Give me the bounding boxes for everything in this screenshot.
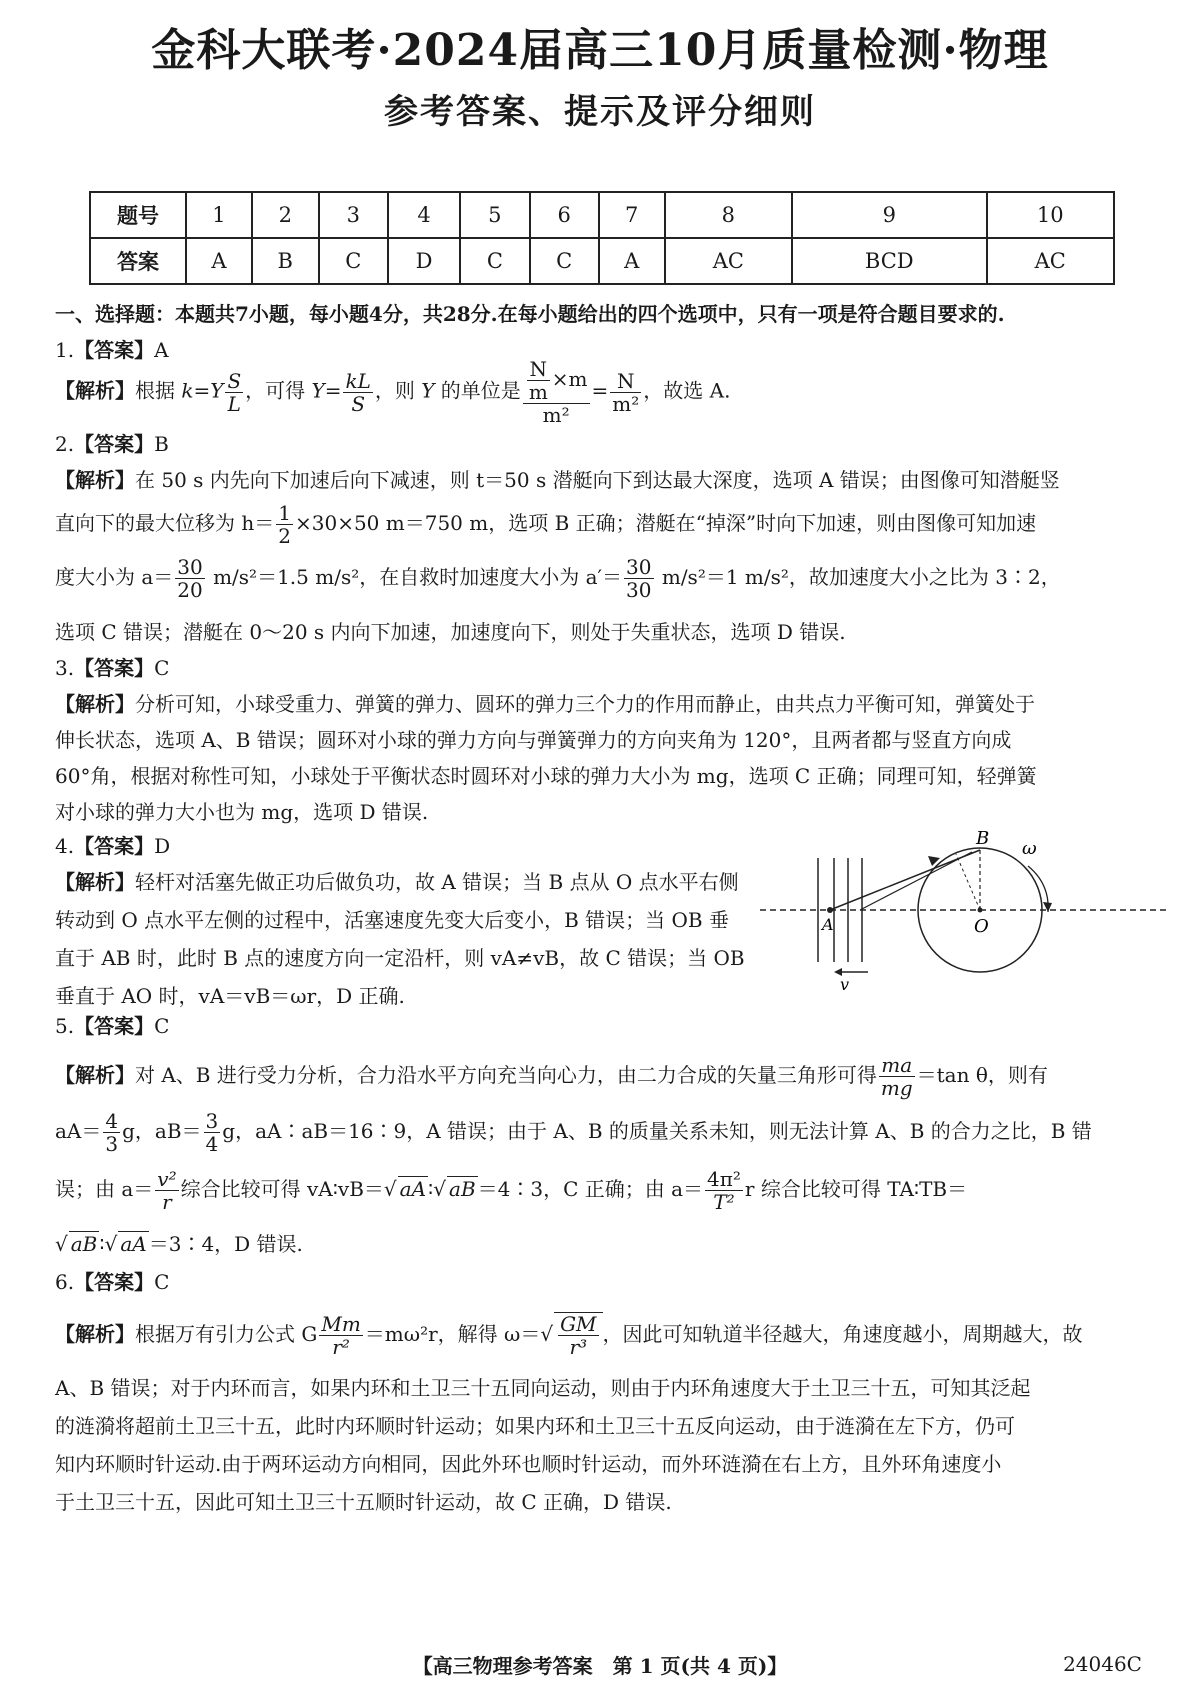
text: ，故选 A. xyxy=(643,378,731,403)
numerator: S xyxy=(227,368,242,393)
analysis-line xyxy=(55,358,730,426)
analysis-line xyxy=(55,464,1060,493)
denominator: 4 xyxy=(205,1132,219,1156)
question-number-cell: 7 xyxy=(599,192,665,238)
answer-value: C xyxy=(154,656,170,680)
text: 直向下的最大位移为 h＝ xyxy=(55,511,275,535)
row-label-answer: 答案 xyxy=(90,238,186,284)
answer-value: B xyxy=(154,432,169,456)
denominator: L xyxy=(227,391,241,416)
denominator: m² xyxy=(542,403,570,427)
fraction xyxy=(319,1313,362,1358)
question-number: 2. xyxy=(55,432,75,456)
piston-crank-figure xyxy=(760,828,1170,994)
question-number-row xyxy=(90,192,1114,238)
question-number-cell: 5 xyxy=(460,192,529,238)
fraction xyxy=(558,1313,598,1358)
numerator: 4π² xyxy=(707,1167,741,1191)
answer-line xyxy=(55,1010,169,1039)
text: = xyxy=(591,378,609,403)
answer-cell: C xyxy=(319,238,388,284)
question-number-cell: 8 xyxy=(665,192,792,238)
analysis-label: 【解析】 xyxy=(55,1322,135,1346)
analysis-line xyxy=(55,556,1061,601)
text: ∶ xyxy=(99,1232,105,1256)
text: 知内环顺时针运动.由于两环运动方向相同，因此外环也顺时针运动，而外环涟漪在右上方，且外环角速度小 xyxy=(55,1452,1002,1476)
fraction xyxy=(175,556,204,601)
text: m/s²＝1.5 m/s²，在自救时加速度大小为 a′＝ xyxy=(206,565,623,589)
page-title: 金科大联考·2024届高三10月质量检测·物理 xyxy=(151,25,1049,76)
numerator: Mm xyxy=(321,1312,361,1336)
text: 轻杆对活塞先做正功后做负功，故 A 错误；当 B 点从 O 点水平右侧 xyxy=(135,870,739,894)
text: g，aB＝ xyxy=(122,1119,202,1143)
text: ×30×50 m＝750 m，选项 B 正确；潜艇在“掉深”时向下加速，则由图像可知加速 xyxy=(294,511,1037,535)
answer-label: 【答案】 xyxy=(74,432,155,456)
inner-fraction xyxy=(527,358,550,403)
label-v: v xyxy=(840,975,850,994)
answer-label: 【答案】 xyxy=(74,1014,155,1038)
sqrt: aB xyxy=(449,1177,476,1201)
text: 垂直于 AO 时，vA＝vB＝ωr，D 正确. xyxy=(55,984,405,1008)
sqrt: aA xyxy=(399,1177,427,1201)
answer-label: 【答案】 xyxy=(74,1270,155,1294)
text: 根据万有引力公式 G xyxy=(135,1322,318,1346)
text: 伸长状态，选项 A、B 错误；圆环对小球的弹力方向与弹簧弹力的方向夹角为 120°，且两者都与竖直方向成 xyxy=(55,728,1012,752)
text: ＝tan θ，则有 xyxy=(916,1063,1048,1087)
text: 分析可知，小球受重力、弹簧的弹力、圆环的弹力三个力的作用而静止，由共点力平衡可知，弹簧处于 xyxy=(135,692,1035,716)
text: 对小球的弹力大小也为 mg，选项 D 错误. xyxy=(55,800,429,824)
question-number-cell: 1 xyxy=(186,192,252,238)
text: 综合比较可得 vA∶vB＝ xyxy=(180,1177,384,1201)
answer-key-table xyxy=(89,191,1115,285)
denominator: m² xyxy=(612,391,640,416)
text: g，aA∶aB＝16∶9，A 错误；由于 A、B 的质量关系未知，则无法计算 A、B 的合力之比，B 错 xyxy=(222,1119,1092,1143)
text: ＝4∶3，C 正确；由 a＝ xyxy=(477,1177,704,1201)
answer-cell: BCD xyxy=(792,238,987,284)
question-number: 6. xyxy=(55,1270,75,1294)
denominator: m xyxy=(528,380,548,404)
numerator: 4 xyxy=(105,1109,119,1133)
denominator: 2 xyxy=(278,524,291,548)
question-number-cell: 3 xyxy=(319,192,388,238)
text: 转动到 O 点水平左侧的过程中，活塞速度先变大后变小，B 错误；当 OB 垂 xyxy=(55,908,729,932)
answer-value: C xyxy=(154,1270,170,1294)
answer-cell: B xyxy=(252,238,319,284)
answer-cell: D xyxy=(388,238,460,284)
analysis-line xyxy=(55,980,405,1009)
analysis-label: 【解析】 xyxy=(55,692,135,716)
text: 在 50 s 内先向下加速后向下减速，则 t＝50 s 潜艇向下到达最大深度，选项 A 错误；由图像可知潜艇竖 xyxy=(135,468,1060,492)
question-number-cell: 4 xyxy=(388,192,460,238)
answer-cell: AC xyxy=(987,238,1114,284)
answer-value: D xyxy=(154,834,171,858)
text: A、B 错误；对于内环而言，如果内环和土卫三十五同向运动，则由于内环角速度大于土卫三十五，可知其泛起 xyxy=(55,1376,1031,1400)
analysis-line xyxy=(55,502,1036,547)
question-number: 1. xyxy=(55,338,75,362)
text: m/s²＝1 m/s²，故加速度大小之比为 3∶2， xyxy=(655,565,1061,589)
text: 度大小为 a＝ xyxy=(55,565,174,589)
numerator: 30 xyxy=(626,555,652,579)
fraction xyxy=(343,370,372,415)
denominator: 20 xyxy=(177,578,203,602)
numerator: 1 xyxy=(278,501,291,525)
question-number-cell: 2 xyxy=(252,192,319,238)
analysis-line xyxy=(55,688,1035,717)
row-label-question-number: 题号 xyxy=(90,192,186,238)
text: 误；由 a＝ xyxy=(55,1177,154,1201)
analysis-line: √ aB ∶√ aA ＝3∶4，D 错误. xyxy=(55,1232,303,1256)
text: r 综合比较可得 TA∶TB＝ xyxy=(744,1177,968,1201)
analysis-line xyxy=(55,1448,1001,1477)
answer-cell: AC xyxy=(665,238,792,284)
text: 选项 C 错误；潜艇在 0～20 s 内向下加速，加速度向下，则处于失重状态，选项 D 错误. xyxy=(55,620,846,644)
fraction xyxy=(879,1054,915,1099)
analysis-line xyxy=(55,904,729,933)
fraction xyxy=(610,370,641,415)
text: = xyxy=(324,378,342,403)
answer-label: 【答案】 xyxy=(74,656,155,680)
answer-line xyxy=(55,428,169,457)
numerator: GM xyxy=(560,1312,597,1336)
unit-fraction xyxy=(523,358,590,426)
denominator: r² xyxy=(332,1335,350,1359)
fraction xyxy=(624,556,653,601)
text: ×m xyxy=(551,367,588,391)
fraction xyxy=(103,1110,120,1155)
text: 的涟漪将超前土卫三十五，此时内环顺时针运动；如果内环和土卫三十五反向运动，由于涟漪在左下方，仍可 xyxy=(55,1414,1015,1438)
analysis-line xyxy=(55,724,1011,753)
connecting-rod-2 xyxy=(860,852,972,910)
text: k xyxy=(181,378,194,403)
fraction xyxy=(705,1168,743,1213)
answer-cell: A xyxy=(599,238,665,284)
fraction xyxy=(276,502,293,547)
denominator: 3 xyxy=(105,1132,119,1156)
numerator: v² xyxy=(157,1167,177,1191)
text: 于土卫三十五，因此可知土卫三十五顺时针运动，故 C 正确，D 错误. xyxy=(55,1490,672,1514)
analysis-line xyxy=(55,866,739,895)
point-a xyxy=(827,907,833,913)
document-code: 24046C xyxy=(1063,1652,1142,1676)
answer-line xyxy=(55,1266,169,1295)
answer-line xyxy=(55,830,170,859)
page-footer: 【高三物理参考答案 第 1 页(共 4 页)】 xyxy=(412,1654,788,1678)
text: ＝3∶4，D 错误. xyxy=(148,1232,303,1256)
analysis-line xyxy=(55,1110,1092,1155)
sqrt: aA xyxy=(120,1232,147,1256)
fraction xyxy=(204,1110,221,1155)
question-number-cell: 10 xyxy=(987,192,1114,238)
analysis-line: 【解析】根据万有引力公式 G $\frac{Mm}{\text{r²}}$ ＝mω²r，解得 ω＝√ $\frac{GM}{\text{r³}}$ ，因此可知轨道半径越大，角速度越小，周期越大，故 xyxy=(55,1312,1083,1359)
text: 根据 xyxy=(135,378,182,403)
numerator: kL xyxy=(345,368,371,393)
denominator: r xyxy=(162,1190,172,1214)
sqrt xyxy=(554,1312,602,1358)
question-number: 5. xyxy=(55,1014,75,1038)
label-omega: ω xyxy=(1022,838,1037,859)
text: Y xyxy=(311,378,325,403)
analysis-line xyxy=(55,942,745,971)
numerator: N xyxy=(527,358,550,381)
text: ，可得 xyxy=(245,378,312,403)
text: 对 A、B 进行受力分析，合力沿水平方向充当向心力，由二力合成的矢量三角形可得 xyxy=(135,1063,877,1087)
numerator: 3 xyxy=(205,1109,219,1133)
text: ，因此可知轨道半径越大，角速度越小，周期越大，故 xyxy=(602,1322,1083,1346)
answer-cell: C xyxy=(460,238,529,284)
text: ＝mω²r，解得 ω＝ xyxy=(364,1322,541,1346)
analysis-line xyxy=(55,1410,1015,1439)
text: ，则 xyxy=(374,378,422,403)
denominator: mg xyxy=(880,1076,913,1100)
answer-value: C xyxy=(154,1014,170,1038)
analysis-label: 【解析】 xyxy=(55,378,135,403)
answer-label: 【答案】 xyxy=(74,338,155,362)
question-number-cell: 9 xyxy=(792,192,987,238)
fraction xyxy=(155,1168,178,1213)
analysis-label: 【解析】 xyxy=(55,870,135,894)
fraction xyxy=(225,370,243,415)
analysis-line xyxy=(55,760,1037,789)
analysis-line xyxy=(55,616,846,645)
numerator xyxy=(523,358,590,404)
analysis-line xyxy=(55,1486,672,1515)
analysis-line: 误；由 a＝ $\frac{\text{v²}}{r}$ 综合比较可得 vA∶vB＝√ aA ∶√ aB ＝4∶3，C 正确；由 a＝ $\frac{\text{4π²}}{\text{T²}}$ r 综合比较可得 TA∶TB＝ xyxy=(55,1167,968,1214)
answer-value: A xyxy=(154,338,169,362)
analysis-line xyxy=(55,1372,1031,1401)
text: 60°角，根据对称性可知，小球处于平衡状态时圆环对小球的弹力大小为 mg，选项 C 正确；同理可知，轻弹簧 xyxy=(55,764,1037,788)
answer-cell: C xyxy=(530,238,599,284)
sqrt: aB xyxy=(70,1232,98,1256)
denominator: 30 xyxy=(626,578,652,602)
text: ∶ xyxy=(428,1177,434,1201)
answer-row xyxy=(90,238,1114,284)
label-o: O xyxy=(974,916,989,937)
question-number: 4. xyxy=(55,834,75,858)
answer-line xyxy=(55,652,169,681)
answer-label: 【答案】 xyxy=(74,834,155,858)
question-number: 3. xyxy=(55,656,75,680)
text: aA＝ xyxy=(55,1119,102,1143)
numerator: 30 xyxy=(177,555,203,579)
denominator: r³ xyxy=(569,1335,588,1359)
text: Y xyxy=(421,378,435,403)
analysis-line xyxy=(55,1054,1048,1099)
label-a: A xyxy=(822,915,834,934)
denominator: S xyxy=(351,391,366,416)
text: = xyxy=(193,378,211,403)
numerator: ma xyxy=(879,1054,915,1077)
page-subtitle: 参考答案、提示及评分细则 xyxy=(384,92,816,132)
analysis-line xyxy=(55,796,428,825)
denominator: T² xyxy=(713,1190,735,1214)
text: Y xyxy=(210,378,224,403)
analysis-label: 【解析】 xyxy=(55,1063,135,1087)
numerator: N xyxy=(610,370,641,393)
section-heading: 一、选择题：本题共7小题，每小题4分，共28分.在每小题给出的四个选项中，只有一项是符合题目要求的. xyxy=(55,302,1005,326)
text: 直于 AB 时，此时 B 点的速度方向一定沿杆，则 vA≠vB，故 C 错误；当 OB xyxy=(55,946,745,970)
question-number-cell: 6 xyxy=(530,192,599,238)
text: 的单位是 xyxy=(434,378,521,403)
answer-cell: A xyxy=(186,238,252,284)
analysis-label: 【解析】 xyxy=(55,468,135,492)
label-b: B xyxy=(976,828,990,849)
radius-line-2 xyxy=(956,854,980,910)
